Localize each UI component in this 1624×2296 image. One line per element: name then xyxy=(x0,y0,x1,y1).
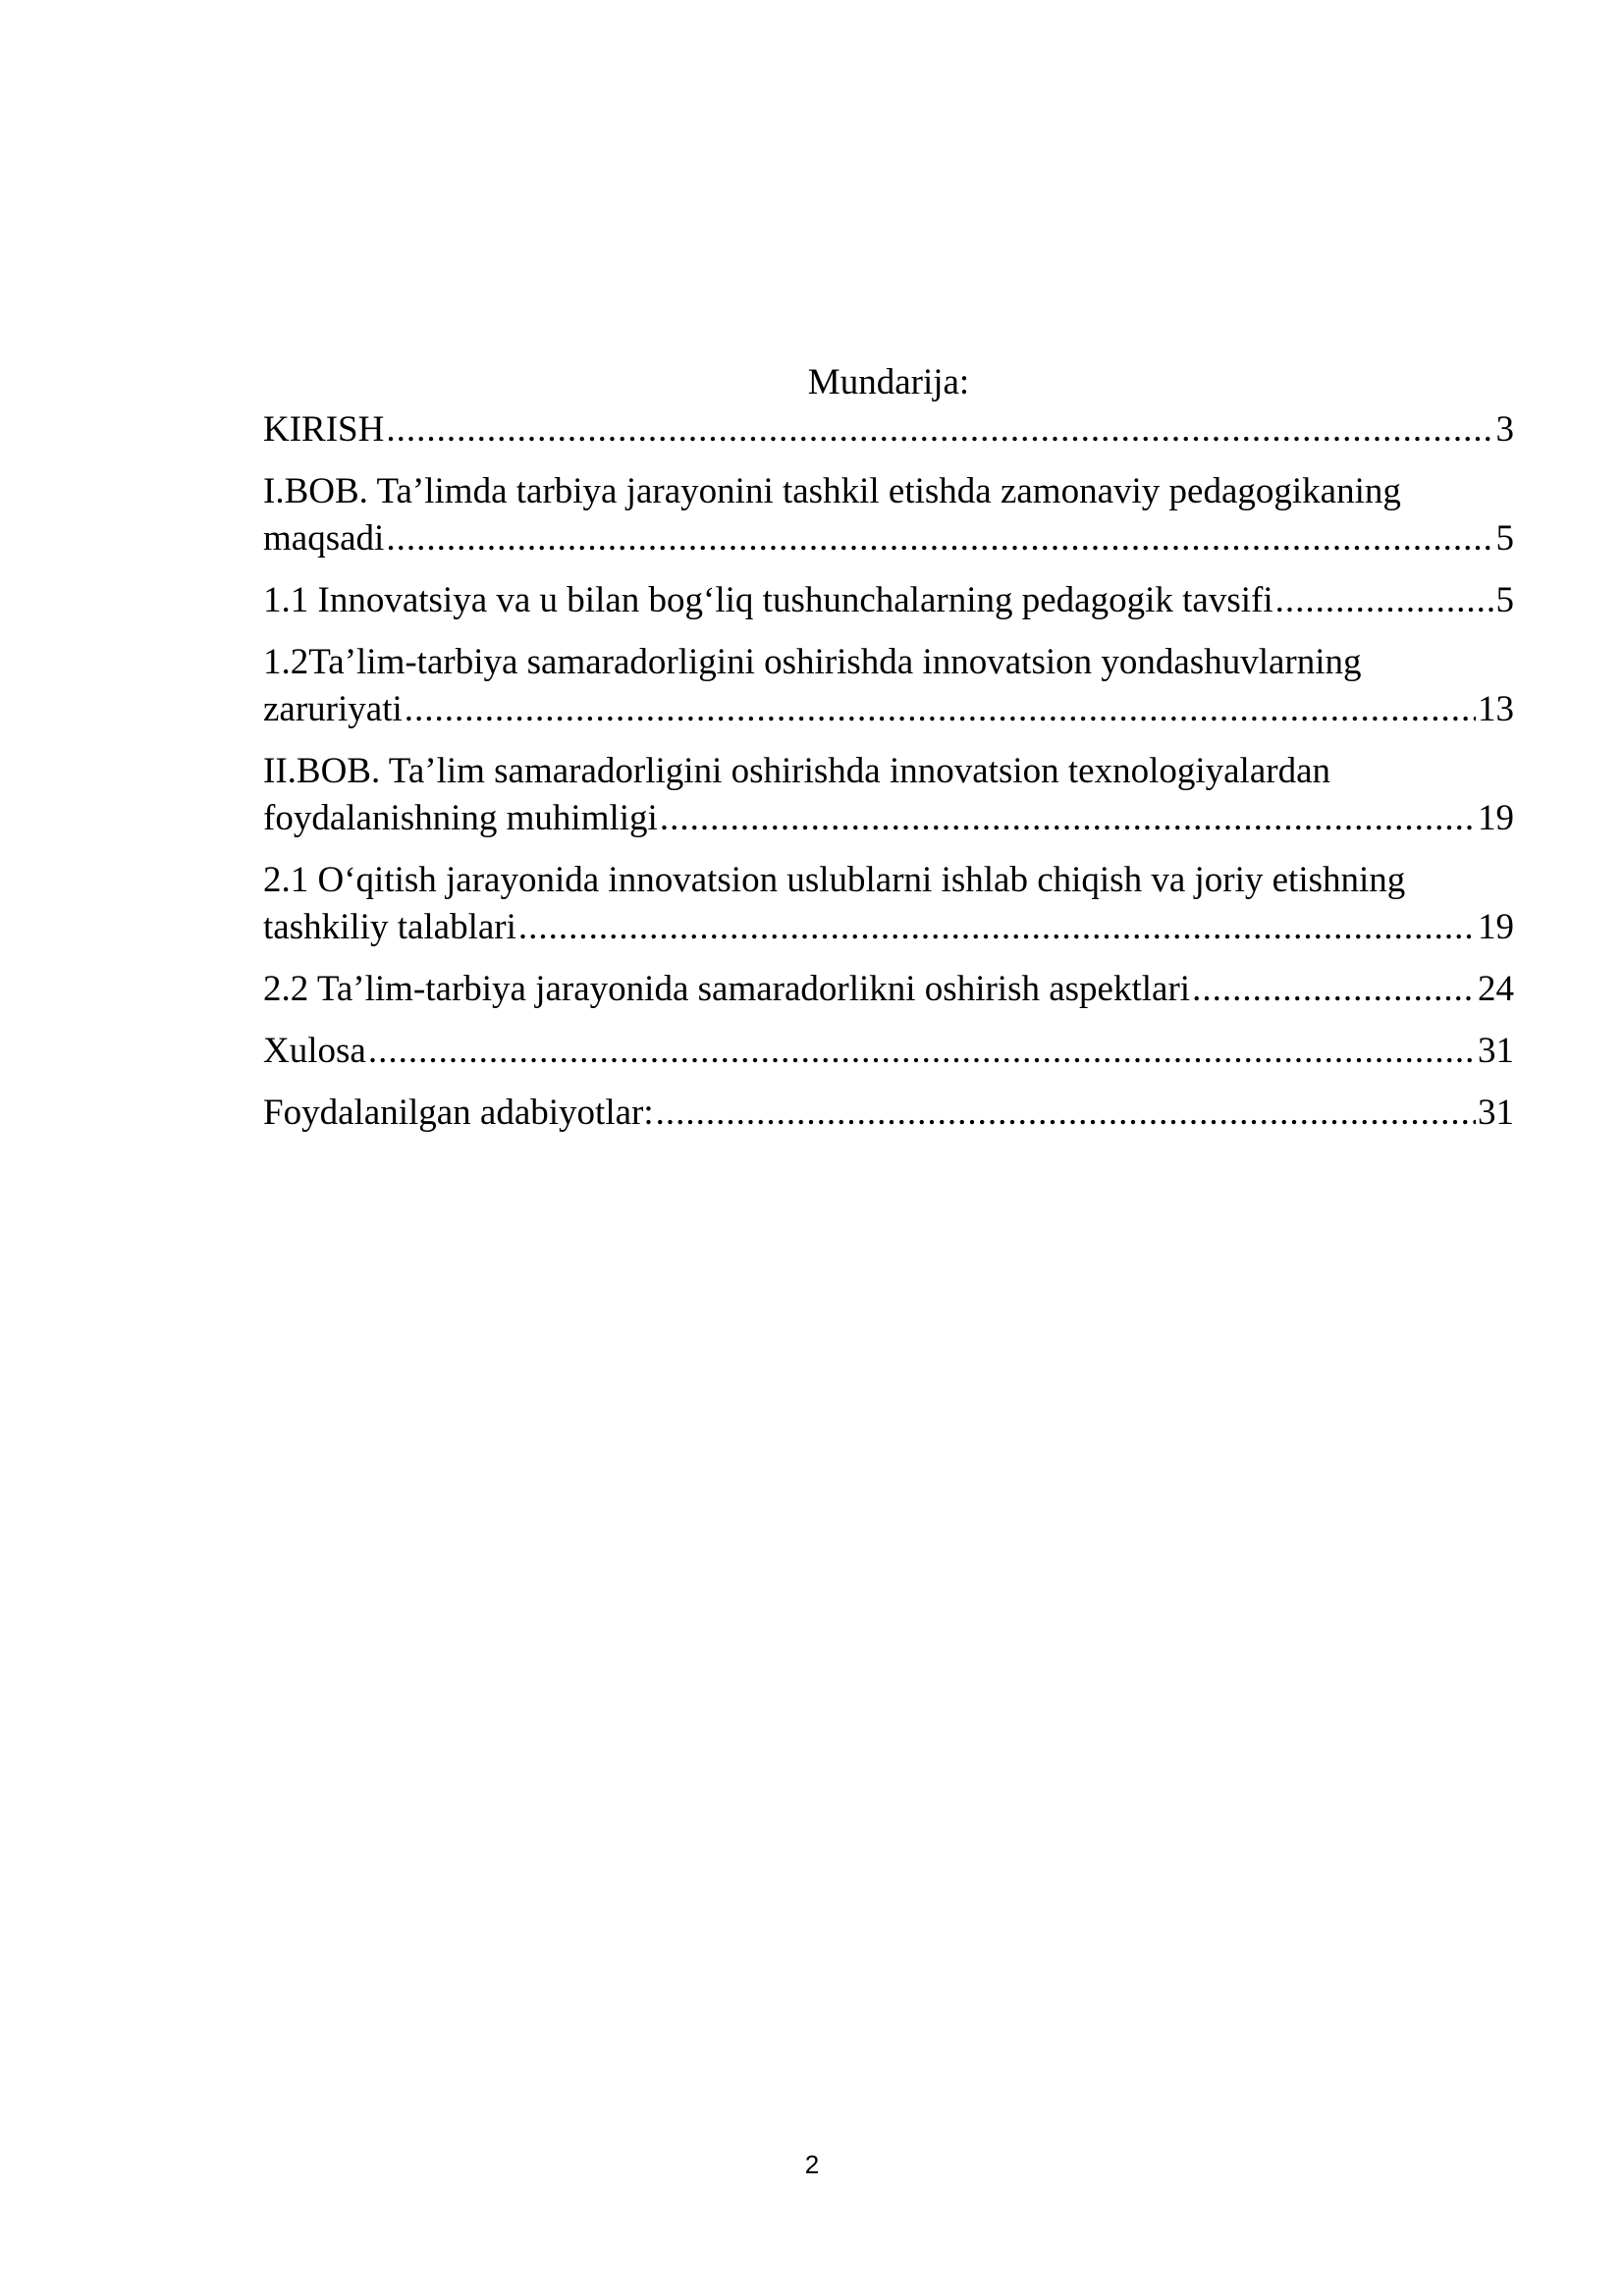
toc-entry-title-line1: I.BOB. Ta’limda tarbiya jarayonini tashkil etishda zamonaviy pedagogikaning xyxy=(263,471,1401,511)
toc-entry-title: zaruriyati xyxy=(263,689,403,729)
toc-entry-title: 2.2 Ta’lim-tarbiya jarayonida samaradorlikni oshirish aspektlari xyxy=(263,969,1191,1009)
toc-entry-title: KIRISH xyxy=(263,409,385,450)
footer-page-number: 2 xyxy=(804,2150,820,2179)
toc-dot-leader xyxy=(386,406,1493,454)
toc-entry[interactable] xyxy=(263,748,1514,842)
toc-page-number: 24 xyxy=(1478,969,1514,1009)
toc-entry[interactable] xyxy=(263,966,1514,1013)
toc-entry-title: Foydalanilgan adabiyotlar: xyxy=(263,1093,654,1133)
toc-page-number: 5 xyxy=(1495,518,1514,559)
toc-page-number: 13 xyxy=(1478,689,1514,729)
toc-entry-title-line1: II.BOB. Ta’lim samaradorligini oshirishda innovatsion texnologiyalardan xyxy=(263,751,1331,791)
toc-entry[interactable] xyxy=(263,406,1514,454)
toc-dot-leader xyxy=(660,795,1476,842)
toc-page-number: 3 xyxy=(1495,409,1514,450)
toc-entry[interactable] xyxy=(263,639,1514,733)
toc-page-number: 19 xyxy=(1478,907,1514,947)
toc-entry-title: 1.1 Innovatsiya va u bilan bog‘liq tushunchalarning pedagogik tavsifi xyxy=(263,580,1273,620)
toc-entry[interactable] xyxy=(263,577,1514,624)
table-of-contents xyxy=(263,359,1514,1151)
toc-entry[interactable] xyxy=(263,857,1514,951)
toc-dot-leader xyxy=(386,515,1493,562)
toc-dot-leader xyxy=(368,1028,1476,1075)
toc-entry[interactable] xyxy=(263,1028,1514,1075)
toc-dot-leader xyxy=(1192,966,1476,1013)
toc-entry-title: maqsadi xyxy=(263,518,385,559)
toc-dot-leader xyxy=(518,904,1476,951)
toc-page-number: 31 xyxy=(1478,1093,1514,1133)
toc-page-number: 31 xyxy=(1478,1031,1514,1071)
toc-entry-title-line1: 1.2Ta’lim-tarbiya samaradorligini oshirishda innovatsion yondashuvlarning xyxy=(263,642,1362,682)
toc-entry[interactable] xyxy=(263,1090,1514,1137)
toc-entry[interactable] xyxy=(263,468,1514,562)
toc-dot-leader xyxy=(1275,577,1494,624)
toc-entry-title: foydalanishning muhimligi xyxy=(263,798,658,838)
toc-dot-leader xyxy=(656,1090,1476,1137)
toc-entry-title: Xulosa xyxy=(263,1031,366,1071)
toc-page-number: 5 xyxy=(1495,580,1514,620)
toc-page-number: 19 xyxy=(1478,798,1514,838)
toc-entry-title: tashkiliy talablari xyxy=(263,907,516,947)
toc-title: Mundarija: xyxy=(807,362,970,402)
toc-dot-leader xyxy=(405,686,1476,733)
toc-entry-title-line1: 2.1 O‘qitish jarayonida innovatsion uslublarni ishlab chiqish va joriy etishning xyxy=(263,860,1406,900)
